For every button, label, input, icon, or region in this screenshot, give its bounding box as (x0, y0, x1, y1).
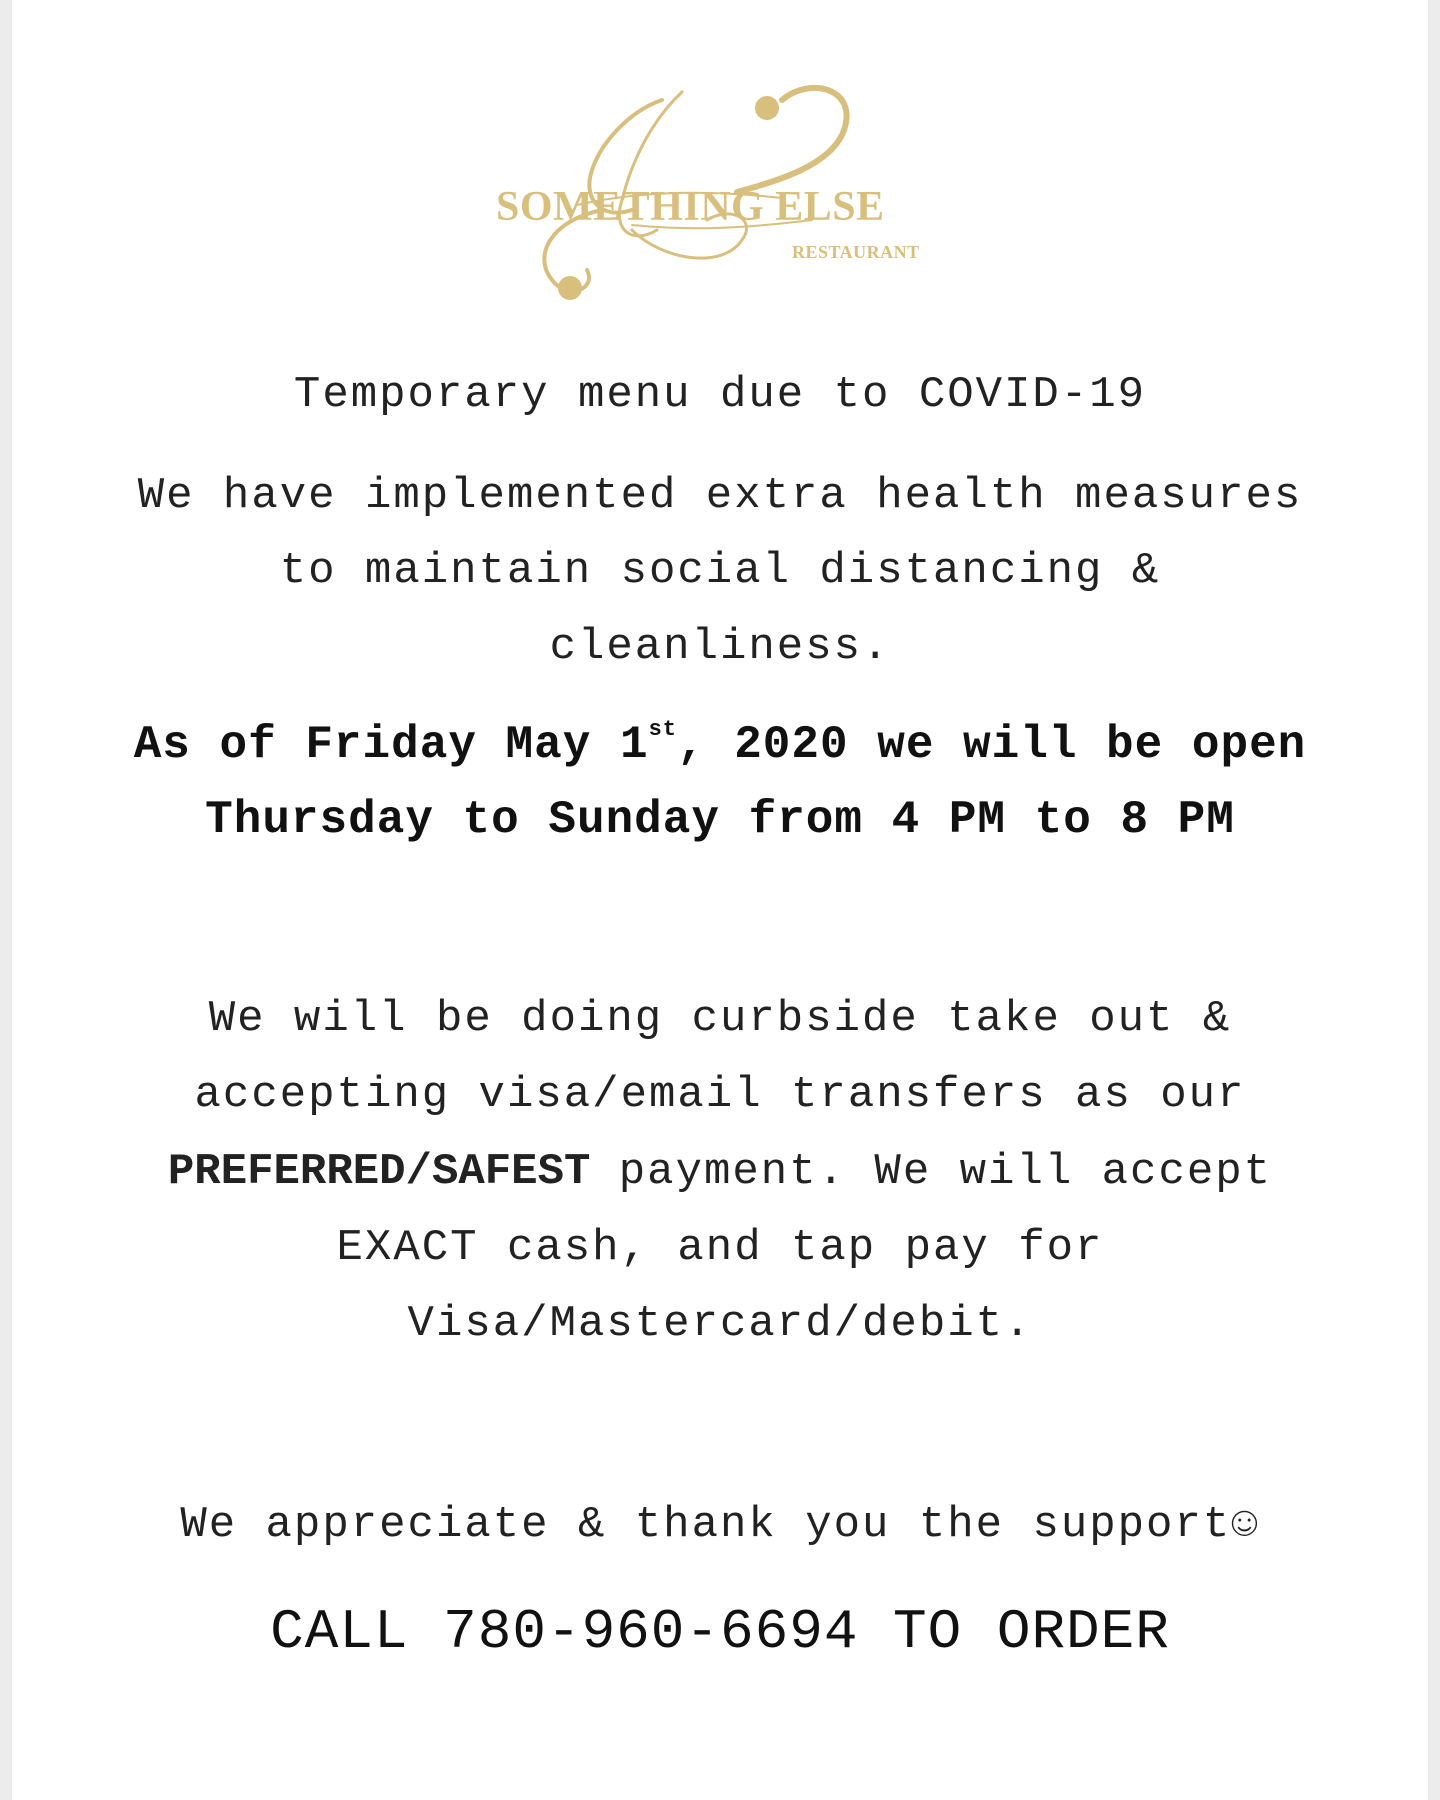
payment-line-3 (12, 1147, 1428, 1197)
thanks-text: We appreciate & thank you the support (180, 1500, 1232, 1550)
payment-line-4: EXACT cash, and tap pay for (336, 1223, 1104, 1273)
notice-title: Temporary menu due to COVID-19 (293, 370, 1147, 420)
logo-subtitle: RESTAURANT (792, 242, 920, 262)
thanks-line (12, 1500, 1428, 1550)
opening-hours-line: Thursday to Sunday from 4 PM to 8 PM (205, 794, 1235, 846)
health-line-1: We have implemented extra health measures (137, 471, 1303, 521)
logo-name: SOMETHING ELSE (496, 184, 885, 230)
opening-date-ordinal: st (648, 717, 677, 742)
smiley-icon: ☺ (1231, 1500, 1260, 1550)
health-line-2: to maintain social distancing & (279, 546, 1161, 596)
health-line-3: cleanliness. (549, 622, 891, 672)
payment-line-2: accepting visa/email transfers as our (194, 1070, 1246, 1120)
opening-date-line (12, 717, 1428, 771)
opening-date-before: As of Friday May 1 (133, 719, 649, 771)
restaurant-logo (482, 80, 1002, 310)
call-to-order: CALL 780-960-6694 TO ORDER (270, 1600, 1170, 1664)
payment-line-5: Visa/Mastercard/debit. (407, 1299, 1033, 1349)
menu-notice-page (12, 0, 1428, 1800)
payment-line-1: We will be doing curbside take out & (208, 994, 1232, 1044)
opening-date-after: , 2020 we will be open (676, 719, 1307, 771)
preferred-payment-emphasis: PREFERRED/SAFEST (167, 1147, 591, 1197)
payment-line-3-rest: payment. We will accept (590, 1147, 1273, 1197)
